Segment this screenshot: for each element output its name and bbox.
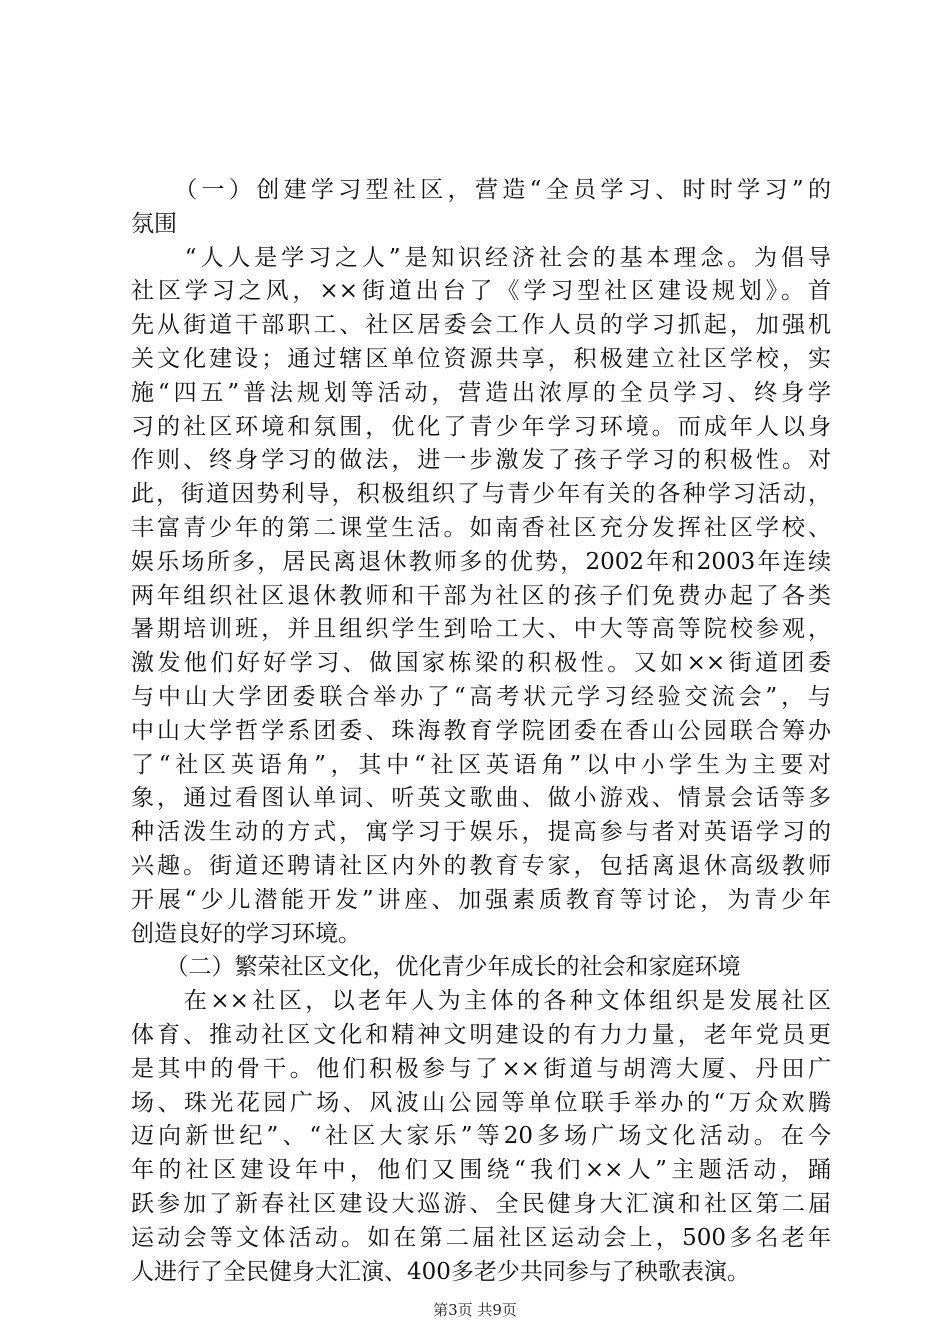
text-line: 跃参加了新春社区建设大巡游、全民健身大汇演和社区第二届: [131, 1190, 831, 1217]
text-line: 创造良好的学习环境。: [131, 920, 361, 947]
text-line: 兴趣。街道还聘请社区内外的教育专家，包括离退休高级教师: [131, 852, 831, 879]
text-line: 象，通过看图认单词、听英文歌曲、做小游戏、情景会话等多: [131, 785, 831, 812]
text-line: 氛围: [131, 210, 177, 237]
text-line: 种活泼生动的方式，寓学习于娱乐，提高参与者对英语学习的: [131, 819, 831, 846]
text-line: 习的社区环境和氛围，优化了青少年学习环境。而成年人以身: [131, 413, 831, 440]
text-line: 年的社区建设年中，他们又围绕“我们××人”主题活动，踊: [131, 1157, 831, 1184]
text-line: 作则、终身学习的做法，进一步激发了孩子学习的积极性。对: [131, 447, 831, 474]
text-line: 运动会等文体活动。如在第二届社区运动会上，500多名老年: [131, 1224, 831, 1251]
text-line: 人进行了全民健身大汇演、400多老少共同参与了秧歌表演。: [131, 1258, 750, 1285]
text-line: （二）繁荣社区文化，优化青少年成长的社会和家庭环境: [131, 954, 741, 981]
text-line: 了“社区英语角”，其中“社区英语角”以中小学生为主要对: [131, 751, 831, 778]
text-line: 暑期培训班，并且组织学生到哈工大、中大等高等院校参观，: [131, 616, 831, 643]
text-line: 迈向新世纪”、“社区大家乐”等20多场广场文化活动。在今: [131, 1123, 831, 1150]
text-line: 是其中的骨干。他们积极参与了××街道与胡湾大厦、丹田广: [131, 1055, 831, 1082]
text-line: 与中山大学团委联合举办了“高考状元学习经验交流会”，与: [131, 683, 831, 710]
text-line: 娱乐场所多，居民离退休教师多的优势，2002年和2003年连续: [131, 548, 831, 575]
text-line: 社区学习之风，××街道出台了《学习型社区建设规划》。首: [131, 278, 831, 305]
text-line: 场、珠光花园广场、风波山公园等单位联手举办的“万众欢腾: [131, 1089, 831, 1116]
page-footer: 第3页 共9页: [433, 1301, 517, 1319]
text-line: 先从街道干部职工、社区居委会工作人员的学习抓起，加强机: [131, 312, 831, 339]
text-line: （一）创建学习型社区，营造“全员学习、时时学习”的: [131, 177, 831, 203]
document-body: [131, 174, 831, 1289]
text-line: 丰富青少年的第二课堂生活。如南香社区充分发挥社区学校、: [131, 514, 831, 541]
text-line: “人人是学习之人”是知识经济社会的基本理念。为倡导: [131, 244, 831, 271]
text-line: 中山大学哲学系团委、珠海教育学院团委在香山公园联合筹办: [131, 717, 831, 744]
text-line: 两年组织社区退休教师和干部为社区的孩子们免费办起了各类: [131, 582, 831, 609]
text-line: 体育、推动社区文化和精神文明建设的有力力量，老年党员更: [131, 1021, 831, 1048]
text-line: 施“四五”普法规划等活动，营造出浓厚的全员学习、终身学: [131, 379, 831, 406]
text-line: 关文化建设；通过辖区单位资源共享，积极建立社区学校，实: [131, 345, 831, 372]
text-line: 在××社区，以老年人为主体的各种文体组织是发展社区: [131, 988, 831, 1015]
text-line: 激发他们好好学习、做国家栋梁的积极性。又如××街道团委: [131, 650, 831, 677]
text-line: 此，街道因势利导，积极组织了与青少年有关的各种学习活动，: [131, 481, 831, 508]
text-line: 开展“少儿潜能开发”讲座、加强素质教育等讨论，为青少年: [131, 886, 831, 913]
